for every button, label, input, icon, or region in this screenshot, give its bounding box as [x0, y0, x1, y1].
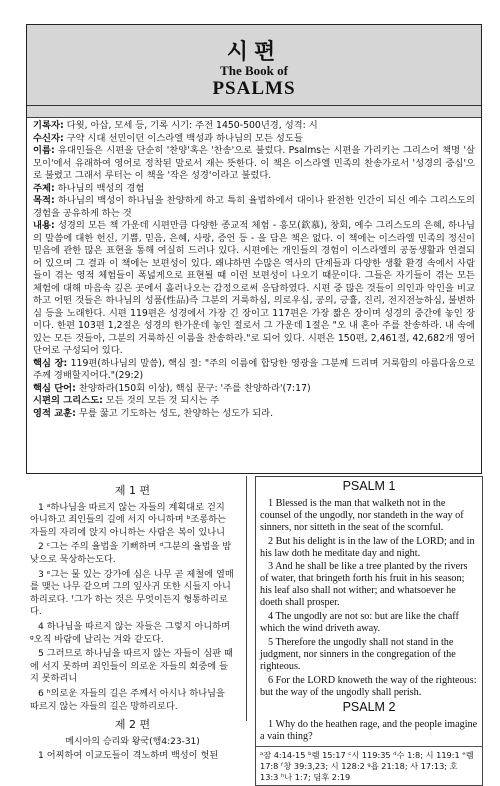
intro-line: 시편의 그리스도: 모든 것의 모든 것 되시는 주: [33, 395, 220, 406]
verse: 2 ᶜ그는 주의 율법을 기뻐하며 ᵈ그분의 율법을 밤낮으로 묵상하는도다.: [30, 541, 232, 565]
english-text-box: [255, 476, 483, 786]
english-text-column: [255, 476, 487, 783]
psalm-1-header: PSALM 1: [342, 479, 396, 493]
intro-box: [26, 24, 482, 474]
book-introduction: [33, 120, 475, 420]
intro-line: 기록자: 다윗, 아삽, 모세 등, 기록 시기: 주전 1450-500년경, 성격: 시: [33, 120, 318, 131]
chapter-1-header: 제 1 편: [114, 484, 151, 497]
verse: 4 The ungodly are not so: but are like the chaff which the wind driveth away.: [260, 611, 459, 634]
verse: 1 어찌하여 이교도들이 격노하며 백성이 헛된: [38, 750, 219, 762]
verse: 6 For the LORD knoweth the way of the righteous: but the way of the ungodly shall perish.: [260, 674, 477, 698]
verse: 6 ʰ의로운 자들의 길은 주께서 아시나 하나님을 따르지 않는 자들의 길은 망하리로다.: [30, 687, 225, 712]
page: [8, 6, 492, 783]
book-of-label: The Book of: [220, 63, 288, 78]
chapter-2-subtitle: 메시아의 승리와 왕국(행4:23-31): [65, 736, 200, 747]
verse: 5 Therefore the ungodly shall not stand in the judgment, nor sinners in the congregation of the righteous.: [260, 636, 456, 672]
intro-line: 목적: 하나님의 백성이 하나님을 찬양하게 하고 특히 율법하에서 대이나 완전한 인간이 되신 예수 그리스도의 경험을 공유하게 하는 것: [33, 195, 475, 219]
verse: 2 But his delight is in the law of the LORD; and in his law doth he meditate day and night.: [260, 535, 475, 559]
column-divider: [246, 476, 247, 721]
intro-line: 영적 교훈: 무릎 꿇고 기도하는 성도, 찬양하는 성도가 되라.: [33, 407, 274, 419]
psalm-2-header: PSALM 2: [342, 700, 396, 715]
intro-line: 이름: 유대인들은 시편을 단순히 '찬양'혹은 '찬송'으로 불렀다. Psalms는 시편을 가리키는 그리스어 책명 '살모이'에서 유래하여 영어로 정착된 말로서 재는 뜻한다. 이 책은 이스라엘 민족의 찬송가로서 '성경의 중심'으로 불렸고 그래서 루터는 이 책을 '작은 성경'이라고 불렀다.: [33, 145, 475, 181]
verse: 3 ᵉ그는 물 있는 강가에 심은 나무 곧 제철에 열매를 맺는 나무 같으며 그의 잎사귀 또한 시들지 아니하리로다. ᶠ그가 하는 것은 무엇이든지 형통하리로다.: [30, 568, 234, 618]
title-rule: [27, 105, 481, 106]
intro-line: 핵심 단어: 찬양하라(150회 이상), 핵심 문구: '주를 찬양하라'(7:17): [33, 382, 311, 394]
footnote-line: ᵃ잠 4:14-15 ᵇ렘 15:17 ᶜ시 119:35 ᵈ수 1:8; 시 119:1 ᵉ렘 17:8 ᶠ창 39:3,23; 시 128:2 ᵍ욥 21:18; 사 17:13; 호 13:3 ʰ나 1:7; 딤후 2:19: [260, 750, 474, 783]
verse: 1 Why do the heathen rage, and the people imagine a vain thing?: [260, 719, 478, 743]
verse: 1 Blessed is the man that walketh not in the counsel of the ungodly, nor standeth in the way of sinners, nor sitteth in the seat of the scornful.: [260, 497, 464, 533]
intro-line: 핵심 장: 119편(하나님의 말씀), 핵심 절: "주의 이름에 합당한 영광을 그분께 드리며 거룩함의 아름다움으로 주께 경배할지어다."(29:2): [33, 357, 475, 381]
verse: 3 And he shall be like a tree planted by the rivers of water, that bringeth forth his fruit in his season; his leaf also shall not wither; and whatsoever he doeth shall prosper.: [260, 561, 468, 609]
chapter-2-header: 제 2 편: [114, 718, 151, 732]
intro-line: 주제: 하나님의 백성의 경험: [33, 182, 145, 194]
book-title-korean: 시편: [226, 40, 282, 65]
intro-line: 내용: 성경의 모든 책 가운데 시편만큼 다양한 종교적 체험 - 흥모(欽慕), 창회, 예수 그리스도의 은혜, 하나님의 말씀에 대한 헌신, 기쁨, 믿음, 은혜, 사랑, 증언 등 - 을 담은 책은 없다. 이 책에는 이스라엘 민족의 정신이 믿음에 관한 많은 표현을 통해 여실히 드러나 있다. 시편에는 개인들의 경험이 이스라엘의 공동생활과 연결되어 있으며 그 결과 이 책에는 보편성이 있다. 왜냐하면 수많은 역사의 단계들과 다양한 생활 환경 속에서 사람들이 겪는 영적 체험들이 폭넓게으로 표현될 때 이런 보편성이 나오기 때문이다. 그들은 자기들이 겪는 모든 체험에 대해 마음속 깊은 곳에서 흘러나오는 감정으로써 응답하였다. 시편 중 많은 것들이 의인과 악인을 비교하고 어떤 것들은 하나님의 성품(性品)즉 그분의 거룩하심, 의로우심, 공의, 긍휼, 진리, 전지전능하심, 불변하심 등을 노래한다. 시편 119편은 성경에서 가장 긴 장이고 117편은 가장 짧은 장이며 성경의 중간에 놓인 장이다. 한편 103편 1,2절은 성경의 한가운데 놓인 절로서 그 가운데 1절은 "오 내 혼아 주를 찬송하라. 내 속에 있는 모든 것들아, 그분의 거룩하신 이름을 찬송하라."로 되어 있다. 시편은 150편, 2,461절, 42,682개 영어 단어로 구성되어 있다.: [33, 220, 475, 356]
korean-text-column: [30, 484, 235, 762]
verse: 1 ᵃ하나님을 따르지 않는 자들의 계획대로 걷지 아니하고 죄인들의 길에 서지 아니하며 ᵇ조롱하는 자들의 자리에 앉지 아니하는 사람은 복이 있나니: [30, 501, 227, 538]
verse: 5 그러므로 하나님을 따르지 않는 자들이 심판 때에 서지 못하며 죄인들이 의로운 자들의 회중에 들지 못하리니: [30, 648, 233, 685]
verse: 4 하나님을 따르지 않는 자들은 그렇지 아니하며 ᵍ오직 바람에 날리는 겨와 같도다.: [30, 620, 230, 645]
intro-line: 수신자: 구약 시대 선민이던 이스라엘 백성과 하나님의 모든 성도들: [33, 132, 303, 144]
book-title-english: PSALMS: [212, 78, 296, 99]
footnotes: [256, 746, 482, 785]
title-band: [27, 25, 481, 118]
